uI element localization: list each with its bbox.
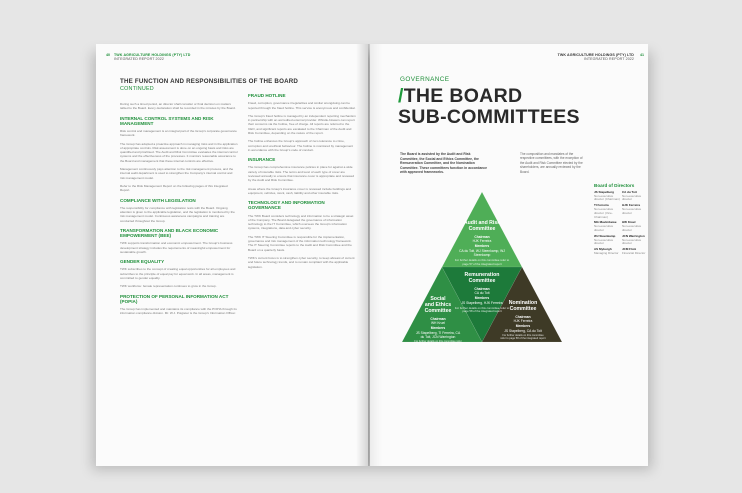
board-member-name: TI Ferreira — [594, 203, 609, 208]
section-heading: TRANSFORMATION AND BLACK ECONOMIC EMPOWERMENT (BEE) — [120, 227, 219, 239]
paragraph: The Group has implemented and maintains its compliance with the POPIA through its information compliance division. Mr. W.J. Potgieter is the Group's Information Officer. — [120, 307, 237, 316]
paragraph: The responsibility for compliance with legislation rests with the Board. Ongoing attention is given to the applicable legislation, and the legislation is monitored by the risk management model. Continuous awareness campaigns and training are conducted throughout the Group. — [120, 205, 235, 223]
remuneration-members-label: Members — [474, 296, 490, 301]
board-member — [594, 191, 620, 202]
left-page — [96, 44, 368, 466]
board-member-role: Financial Director — [622, 250, 646, 255]
left-page-number: 40 — [106, 53, 110, 57]
board-member-name: JCN Warrington — [622, 233, 645, 238]
section-heading: TECHNOLOGY AND INFORMATION GOVERNANCE — [248, 200, 325, 211]
board-of-directors — [594, 184, 648, 256]
board-member-role: Non-executive director (Chairman) — [594, 193, 620, 202]
social-members: JS Stapelberg, TI Ferreira, CA du Toit, JCN Warrington — [415, 330, 461, 339]
remuneration-note: For further details on this committee refer to page 58 of the integrated report — [454, 305, 510, 314]
board-member-name: HW Kruel — [622, 220, 636, 225]
social-chairman: WH Kruel — [430, 321, 446, 326]
left-page-header — [114, 53, 190, 61]
remuneration-members: JS Stapelberg, HJK Ferreira — [461, 300, 503, 305]
audit-name-2: Committee — [468, 226, 496, 232]
paragraph: The Group has adopted a proactive approach in managing risks and in the application of appropriate controls. Risk assessment is done on an ongoing basis and risks are quantified and prioritised. The Audit and Risk Committee evaluates the internal control systems and the effectiveness of the processes. It monitors reasonable assurance to the Board and management that these internal controls are effective. — [120, 141, 238, 163]
board-member — [622, 235, 648, 246]
right-header-company: TWK AGRICULTURE HOLDINGS (PTY) LTD — [557, 53, 634, 57]
paragraph: The TWK Board considers technology and information to be a strategic asset of the Company. The Board delegated the governance of information technology to the IT Committee, which oversees the Group's information systems, integrations, data and cyber security. — [248, 213, 354, 231]
section-label: GOVERNANCE — [400, 76, 450, 83]
board-member-role: Non-executive director — [622, 224, 642, 232]
nomination-chairman: HJK Ferreira — [513, 319, 533, 324]
board-member-name: JS Stapelberg — [594, 189, 615, 194]
book-gutter — [356, 44, 382, 466]
board-member-name: AS Myburgh — [594, 247, 612, 252]
paragraph: Fraud, corruption, governance irregularities and similar wrongdoing can be reported through the fraud hotline. This service is anonymous and confidential. — [248, 101, 356, 110]
audit-note: For further details on this committee refer to page 57 of the integrated report — [454, 258, 510, 266]
section-heading: INTERNAL CONTROL SYSTEMS AND RISK MANAGEMENT — [120, 115, 214, 126]
audit-committee — [452, 220, 512, 266]
nomination-name-1: Nomination — [508, 300, 538, 306]
paragraph: The TWK IT Steering Committee is responsible for the implementation, governance and risk management of the information technology framework. The IT Steering Committee reports to the Audit and Risk Committee and the Board on a quarterly basis. — [248, 234, 352, 252]
left-column-b — [248, 88, 356, 273]
section-heading: INSURANCE — [248, 157, 276, 163]
nomination-chairman-label: Chairman — [515, 315, 531, 319]
board-member-name: WJ Steenkamp — [594, 233, 616, 238]
social-ethics-committee — [414, 296, 462, 346]
audit-members: CA du Toit, WJ Steenkamp, WJ Steenkamp — [459, 248, 505, 257]
board-member-role: Non-executive director (Vice-Chairman) — [594, 206, 614, 219]
right-header-report: INTEGRATED REPORT 2022 — [584, 57, 634, 61]
section-heading: PROTECTION OF PERSONAL INFORMATION ACT (POPIA) — [120, 293, 229, 304]
paragraph: TWK's current focus is to strengthen cyber security, to keep abreast of current and future technology trends, and to remain compliant with the applicable legislation. — [248, 255, 355, 269]
board-members-grid — [594, 191, 648, 256]
nomination-members-label: Members — [515, 324, 531, 329]
title-slash: / — [398, 85, 404, 107]
board-member — [622, 248, 648, 256]
paragraph: Management continuously pays attention to the risk management process, and the internal audit department is used to strengthen the Company's internal control and risk management model. — [120, 167, 234, 180]
social-chairman-label: Chairman — [430, 317, 446, 321]
title-line-2: SUB-COMMITTEES — [398, 106, 580, 128]
board-member — [622, 191, 648, 202]
section-heading: GENDER EQUALITY — [120, 259, 165, 265]
remuneration-chairman-label: Chairman — [474, 287, 490, 291]
nomination-committee — [500, 300, 546, 340]
audit-name-1: Audit and Risk — [463, 220, 501, 226]
nomination-name-2: Committee — [509, 306, 537, 312]
paragraph: During such a timed period, an director shall consider or final decision on matters tabled to the Board. Every declaration shall be recorded in the minutes by the Board. — [120, 102, 236, 111]
paragraph: TWK supports transformation and economic empowerment. The Group's business development strategy includes the requirements of meaningful empowerment for sustainable growth. — [120, 241, 233, 254]
remuneration-name-2: Committee — [468, 278, 496, 284]
paragraph: TWK workforce: female representation continues to grow in the Group. — [120, 284, 217, 289]
paragraph: TWK subscribes to the concept of creating equal opportunities for all employees and subscribes to the principle of equal pay for equal work. In all areas, management is committed to gender equality. — [120, 267, 236, 281]
board-member-role: Non-executive director — [622, 206, 642, 215]
board-title: Board of Directors — [594, 183, 635, 188]
audit-chairman: HJK Ferreira — [472, 239, 492, 244]
social-members-label: Members — [430, 326, 446, 331]
board-member — [594, 221, 620, 232]
paragraph: Areas where the Group's insurance cover is reviewed include buildings and equipment, vehicles, stock, cash, liability and other insurable risks. — [248, 186, 351, 195]
section-heading: COMPLIANCE WITH LEGISLATION — [120, 197, 196, 203]
board-member-role: Non-executive director — [622, 193, 642, 202]
remuneration-name-1: Remuneration — [464, 272, 500, 278]
board-member-name: CA du Toit — [622, 189, 637, 194]
intro-side-text: The composition and mandates of the respective committees, with the exception of the Audit and Risk Committee elected by the shareholders, are annually reviewed by the Board. — [520, 152, 583, 174]
board-member-role: Managing Director — [594, 250, 619, 255]
board-member-name: MG Mavimbewe — [594, 220, 617, 225]
right-page — [370, 44, 648, 466]
social-note: For further details on this committee refer to page 59 of the integrated report — [414, 340, 462, 347]
board-member — [594, 235, 620, 246]
left-page-title: THE FUNCTION AND RESPONSIBILITIES OF THE BOARD — [120, 78, 299, 85]
board-member-name: HJK Ferreira — [622, 203, 641, 208]
board-member-role: Non-executive director — [594, 237, 614, 246]
left-page-subtitle: CONTINUED — [120, 86, 154, 92]
board-member — [594, 204, 620, 219]
paragraph: Risk control and management is an integral part of the Group's corporate governance framework. — [120, 129, 237, 138]
remuneration-chairman: CA du Toit — [474, 291, 490, 296]
paragraph: The Group has comprehensive insurance policies in place for against a wide variety of insurable risks. The terms and level of each type of cover are reviewed annually to ensure that insurance cover is appropriate and reviewed by the Audit and Risk Committee. — [248, 165, 355, 183]
social-name-2: and Ethics — [424, 302, 452, 308]
board-member-role: Non-executive director — [622, 237, 642, 246]
title-line-1: THE BOARD — [403, 85, 523, 107]
audit-members-label: Members — [474, 244, 490, 249]
left-header-company: TWK AGRICULTURE HOLDINGS (PTY) LTD — [114, 53, 191, 57]
left-column-a — [120, 102, 238, 320]
right-page-number: 41 — [640, 53, 644, 57]
board-member-role: Non-executive director — [594, 224, 614, 232]
board-member — [622, 204, 648, 219]
paragraph: The Group's fraud hotline is managed by an independent reporting mechanism in partnership with an accredited external provider. Whistle-blowers can report their concerns via the hotline, free of charge. All reports are referred to the CEO, and significant reports are escalated to the Chairman of the Audit and Risk Committee, depending on the nature of the report. — [248, 113, 356, 135]
left-header-report: INTEGRATED REPORT 2022 — [114, 57, 164, 61]
social-name-3: Committee — [424, 308, 452, 314]
nomination-note: For further details on this committee refer to page 58 of the integrated report — [500, 333, 546, 341]
paragraph: Refer to the Risk Management Report on the following pages of this Integrated Report. — [120, 183, 228, 193]
intro-text: The Board is assisted by the Audit and Risk Committee, the Social and Ethics Committee, the Remuneration Committee, and the Nomination Committee. These committees function in accordance with approved frameworks. — [400, 152, 488, 175]
board-member — [622, 221, 648, 232]
nomination-members: JS Stapelberg, CA du Toit — [504, 328, 542, 333]
section-heading: FRAUD HOTLINE — [248, 93, 286, 98]
audit-chairman-label: Chairman — [474, 235, 490, 239]
board-member-name: JCM Flotz — [622, 247, 637, 252]
social-name-1: Social — [430, 296, 446, 302]
board-member — [594, 248, 620, 256]
paragraph: The hotline enhances the Group's approach of zero tolerance to crime, corruption and unethical behaviour. The hotline is monitored by management in accordance with the Group's code of conduct. — [248, 139, 354, 152]
